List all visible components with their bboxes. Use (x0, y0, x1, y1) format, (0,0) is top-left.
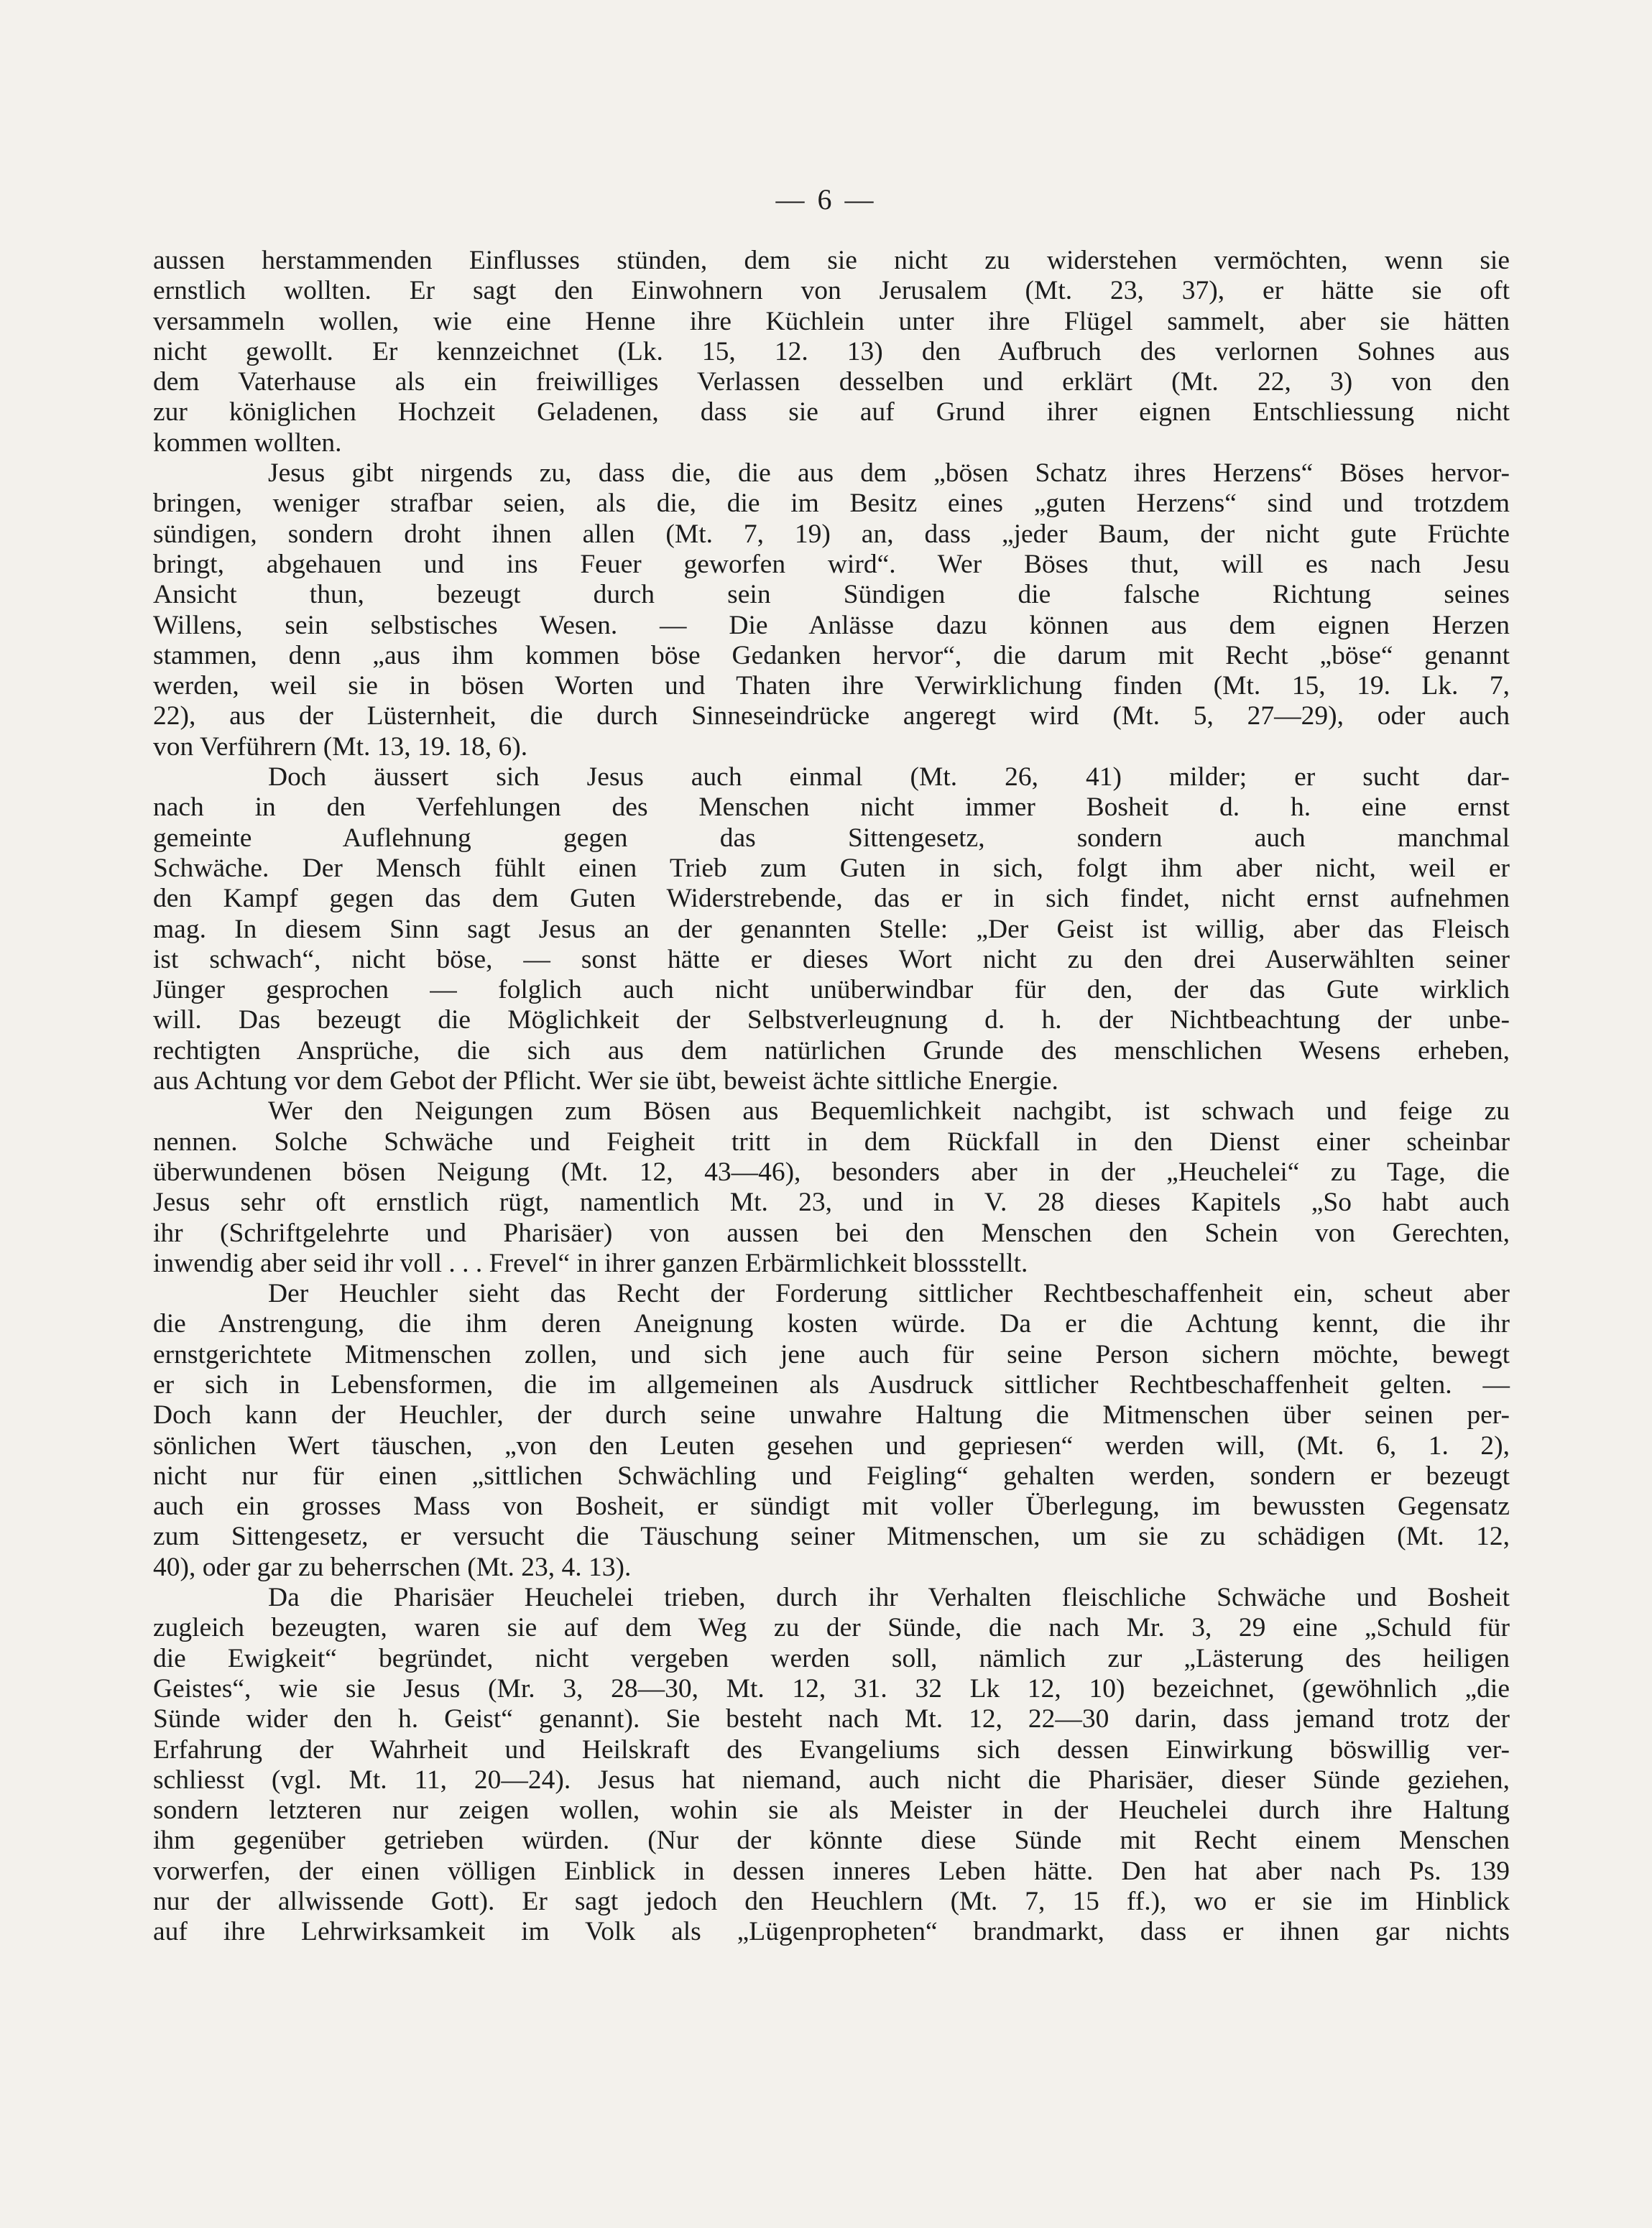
text-line: zugleich bezeugten, waren sie auf dem Weg zu der Sünde, die nach Mr. 3, 29 eine „Schuld für (153, 1613, 1510, 1643)
text-line: kommen wollten. (153, 427, 342, 458)
text-line: versammeln wollen, wie eine Henne ihre Küchlein unter ihre Flügel sammelt, aber sie hätten (153, 306, 1510, 336)
text-line: von Verführern (Mt. 13, 19. 18, 6). (153, 731, 528, 762)
text-line: Schwäche. Der Mensch fühlt einen Trieb zum Guten in sich, folgt ihm aber nicht, weil er (153, 853, 1510, 883)
text-line: den Kampf gegen das dem Guten Widerstrebende, das er in sich findet, nicht ernst aufnehmen (153, 884, 1510, 914)
text-line: auch ein grosses Mass von Bosheit, er sündigt mit voller Überlegung, im bewussten Gegensatz (153, 1492, 1510, 1522)
text-line: Der Heuchler sieht das Recht der Forderung sittlicher Rechtbeschaffenheit ein, scheut aber (268, 1279, 1510, 1309)
text-line: Wer den Neigungen zum Bösen aus Bequemlichkeit nachgibt, ist schwach und feige zu (268, 1096, 1510, 1127)
text-line: inwendig aber seid ihr voll . . . Frevel“ in ihrer ganzen Erbärmlichkeit blossstellt. (153, 1248, 1028, 1278)
text-line: dem Vaterhause als ein freiwilliges Verlassen desselben und erklärt (Mt. 22, 3) von den (153, 367, 1510, 397)
body-text (153, 246, 1510, 1948)
text-line: die Anstrengung, die ihm deren Aneignung kosten würde. Da er die Achtung kennt, die ihr (153, 1309, 1510, 1339)
text-line: nur der allwissende Gott). Er sagt jedoch den Heuchlern (Mt. 7, 15 ff.), wo er sie im Hinblick (153, 1887, 1510, 1917)
text-line: schliesst (vgl. Mt. 11, 20—24). Jesus hat niemand, auch nicht die Pharisäer, dieser Sünde geziehen, (153, 1765, 1510, 1795)
text-line: sondern letzteren nur zeigen wollen, wohin sie als Meister in der Heuchelei durch ihre Haltung (153, 1795, 1510, 1826)
text-line: die Ewigkeit“ begründet, nicht vergeben werden soll, nämlich zur „Lästerung des heiligen (153, 1643, 1510, 1673)
text-line: ihr (Schriftgelehrte und Pharisäer) von aussen bei den Menschen den Schein von Gerechten, (153, 1218, 1510, 1248)
text-line: 40), oder gar zu beherrschen (Mt. 23, 4. 13). (153, 1552, 632, 1582)
text-line: zur königlichen Hochzeit Geladenen, dass sie auf Grund ihrer eignen Entschliessung nicht (153, 397, 1510, 427)
text-line: überwundenen bösen Neigung (Mt. 12, 43—46), besonders aber in der „Heuchelei“ zu Tage, die (153, 1157, 1510, 1187)
text-line: sönlichen Wert täuschen, „von den Leuten gesehen und gepriesen“ werden will, (Mt. 6, 1. 2), (153, 1430, 1510, 1461)
text-line: nicht nur für einen „sittlichen Schwächling und Feigling“ gehalten werden, sondern er bezeugt (153, 1461, 1510, 1491)
text-line: ist schwach“, nicht böse, — sonst hätte er dieses Wort nicht zu den drei Auserwählten seiner (153, 944, 1510, 974)
text-line: Doch kann der Heuchler, der durch seine unwahre Haltung die Mitmenschen über seinen per- (153, 1400, 1510, 1430)
text-line: Doch äussert sich Jesus auch einmal (Mt. 26, 41) milder; er sucht dar- (268, 762, 1510, 792)
text-line: Sünde wider den h. Geist“ genannt). Sie besteht nach Mt. 12, 22—30 darin, dass jemand trotz der (153, 1704, 1510, 1734)
text-line: aussen herstammenden Einflusses stünden, dem sie nicht zu widerstehen vermöchten, wenn sie (153, 246, 1510, 275)
text-line: nach in den Verfehlungen des Menschen nicht immer Bosheit d. h. eine ernst (153, 792, 1510, 823)
text-line: werden, weil sie in bösen Worten und Thaten ihre Verwirklichung finden (Mt. 15, 19. Lk. 7, (153, 671, 1510, 701)
text-line: mag. In diesem Sinn sagt Jesus an der genannten Stelle: „Der Geist ist willig, aber das Fleisch (153, 914, 1510, 944)
text-line: nicht gewollt. Er kennzeichnet (Lk. 15, 12. 13) den Aufbruch des verlornen Sohnes aus (153, 336, 1510, 366)
text-line: will. Das bezeugt die Möglichkeit der Selbstverleugnung d. h. der Nichtbeachtung der unbe- (153, 1005, 1510, 1035)
text-line: Jesus sehr oft ernstlich rügt, namentlich Mt. 23, und in V. 28 dieses Kapitels „So habt auch (153, 1188, 1510, 1218)
text-line: auf ihre Lehrwirksamkeit im Volk als „Lügenpropheten“ brandmarkt, dass er ihnen gar nichts (153, 1917, 1510, 1947)
text-line: Jesus gibt nirgends zu, dass die, die aus dem „bösen Schatz ihres Herzens“ Böses hervor- (268, 458, 1510, 489)
text-line: nennen. Solche Schwäche und Feigheit tritt in dem Rückfall in den Dienst einer scheinbar (153, 1127, 1510, 1157)
text-line: aus Achtung vor dem Gebot der Pflicht. Wer sie übt, beweist ächte sittliche Energie. (153, 1066, 1058, 1096)
text-line: sündigen, sondern droht ihnen allen (Mt. 7, 19) an, dass „jeder Baum, der nicht gute Früchte (153, 519, 1510, 549)
text-line: ernstgerichtete Mitmenschen zollen, und sich jene auch für seine Person sichern möchte, bewegt (153, 1339, 1510, 1369)
text-line: ernstlich wollten. Er sagt den Einwohnern von Jerusalem (Mt. 23, 37), er hätte sie oft (153, 276, 1510, 306)
text-line: Ansicht thun, bezeugt durch sein Sündigen die falsche Richtung seines (153, 580, 1510, 610)
page-number: — 6 — (775, 183, 877, 216)
text-line: stammen, denn „aus ihm kommen böse Gedanken hervor“, die darum mit Recht „böse“ genannt (153, 640, 1510, 670)
text-line: ihm gegenüber getrieben würden. (Nur der könnte diese Sünde mit Recht einem Menschen (153, 1826, 1510, 1856)
text-line: Jünger gesprochen — folglich auch nicht unüberwindbar für den, der das Gute wirklich (153, 975, 1510, 1005)
text-line: 22), aus der Lüsternheit, die durch Sinneseindrücke angeregt wird (Mt. 5, 27—29), oder auch (153, 701, 1510, 731)
text-line: zum Sittengesetz, er versucht die Täuschung seiner Mitmenschen, um sie zu schädigen (Mt. 12, (153, 1522, 1510, 1552)
text-line: er sich in Lebensformen, die im allgemeinen als Ausdruck sittlicher Rechtbeschaffenheit gelten. — (153, 1369, 1510, 1400)
text-line: vorwerfen, der einen völligen Einblick in dessen inneres Leben hätte. Den hat aber nach Ps. 139 (153, 1856, 1510, 1886)
text-line: gemeinte Auflehnung gegen das Sittengesetz, sondern auch manchmal (153, 823, 1510, 853)
text-line: Da die Pharisäer Heuchelei trieben, durch ihr Verhalten fleischliche Schwäche und Bosheit (268, 1583, 1510, 1613)
text-line: Willens, sein selbstisches Wesen. — Die Anlässe dazu können aus dem eignen Herzen (153, 610, 1510, 640)
text-line: bringt, abgehauen und ins Feuer geworfen wird“. Wer Böses thut, will es nach Jesu (153, 549, 1510, 579)
text-line: rechtigten Ansprüche, die sich aus dem natürlichen Grunde des menschlichen Wesens erheben, (153, 1035, 1510, 1066)
text-line: Geistes“, wie sie Jesus (Mr. 3, 28—30, Mt. 12, 31. 32 Lk 12, 10) bezeichnet, (gewöhnlich „die (153, 1673, 1510, 1704)
text-line: Erfahrung der Wahrheit und Heilskraft des Evangeliums sich dessen Einwirkung böswillig ver- (153, 1734, 1510, 1765)
text-line: bringen, weniger strafbar seien, als die, die im Besitz eines „guten Herzens“ sind und trotzdem (153, 489, 1510, 519)
